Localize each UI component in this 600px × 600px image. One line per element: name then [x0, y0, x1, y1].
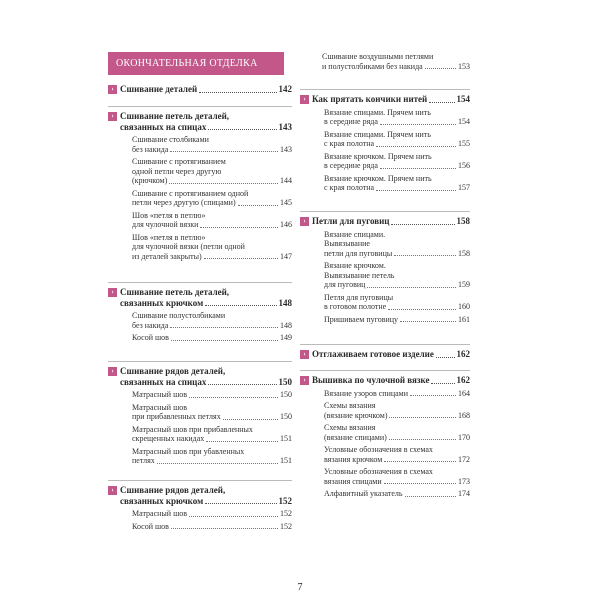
toc-subentry[interactable] [322, 52, 470, 71]
toc-subentry[interactable] [132, 311, 292, 330]
toc-page-number: 155 [458, 139, 470, 148]
toc-entry-text: Вышивка по чулочной вязке [312, 375, 430, 385]
toc-entry-text: Сшивание воздушными петлями [322, 52, 434, 61]
toc-entry-text: Сшивание столбиками [132, 135, 209, 144]
toc-subentry[interactable] [132, 233, 292, 262]
dot-leader [189, 516, 278, 517]
toc-subentry[interactable] [132, 135, 292, 154]
page-number: 7 [297, 582, 303, 593]
toc-section[interactable] [300, 349, 470, 360]
toc-page-number: 157 [458, 183, 470, 192]
dot-leader [170, 151, 278, 152]
toc-entry-text: Шов «петля в петлю» [132, 232, 206, 242]
chevron-right-icon: › [108, 367, 117, 376]
toc-page-number: 161 [458, 314, 470, 324]
toc-entry-text: Сшивание полустолбиками [132, 311, 226, 320]
section-divider [108, 361, 292, 362]
toc-entry-text: Сшивание рядов деталей, [120, 366, 226, 376]
dot-leader [429, 102, 454, 103]
toc-entry-text: в середине ряда [324, 161, 378, 170]
toc-entry-text: Вязание крючком. [324, 261, 386, 270]
toc-section-heading[interactable] [108, 84, 292, 95]
toc-page-number: 145 [280, 198, 292, 207]
toc-entry-text: при прибавленных петлях [132, 412, 221, 421]
toc-page-number: 156 [458, 161, 470, 170]
toc-entry-text: петли для пуговицы [324, 248, 393, 258]
dot-leader [436, 357, 455, 358]
toc-entry-text: Косой шов [132, 333, 169, 342]
toc-subentry[interactable] [132, 403, 292, 422]
section-divider [108, 282, 292, 283]
toc-page-number: 158 [456, 216, 470, 226]
toc-page-number: 162 [456, 375, 470, 385]
toc-entry-text: Сшивание деталей [120, 84, 198, 94]
toc-entry-text: Как прятать кончики нитей [312, 94, 428, 104]
section-divider [300, 344, 470, 345]
section-divider [108, 480, 292, 481]
toc-entry-text: Вывязывание петель [324, 270, 395, 280]
toc-entry-text: одной петли через другую [132, 166, 222, 176]
toc-entry-text: без накида [132, 144, 169, 154]
toc-entry-text: связанных на спицах [120, 121, 207, 132]
toc-subentry[interactable] [132, 189, 292, 208]
chevron-right-icon: › [108, 288, 117, 297]
dot-leader [206, 441, 278, 442]
toc-entry-text: Пришиваем пуговицу [324, 314, 399, 324]
chevron-right-icon: › [300, 95, 309, 104]
toc-subentry[interactable] [324, 152, 470, 171]
toc-subentry[interactable] [324, 489, 470, 499]
toc-entry-text: Шов «петля в петлю» [132, 210, 206, 220]
toc-section-heading[interactable] [108, 111, 292, 132]
toc-section[interactable] [108, 111, 292, 264]
toc-page-number: 147 [280, 251, 292, 261]
toc-entry-text: Матрасный шов [132, 402, 188, 412]
toc-page-number: 159 [458, 280, 470, 289]
toc-subentry[interactable] [324, 230, 470, 259]
dot-leader [376, 146, 456, 147]
toc-entry-text: вязания спицами [324, 476, 382, 486]
toc-page-number: 168 [458, 410, 470, 420]
toc-subentry[interactable] [132, 425, 292, 444]
toc-page-number: 143 [278, 121, 292, 132]
toc-page-number: 150 [280, 412, 292, 421]
toc-page-number: 160 [458, 302, 470, 311]
dot-leader [157, 463, 278, 464]
toc-entry-text: (вязание спицами) [324, 432, 387, 442]
dot-leader [389, 439, 456, 440]
toc-page-number: 151 [280, 456, 292, 465]
dot-leader [394, 255, 456, 256]
dot-leader [388, 309, 456, 310]
toc-entry-text: Вязание спицами. Прячем нить [324, 107, 431, 117]
toc-entry-text: в готовом полотне [324, 302, 387, 311]
toc-entry-text: Петли для пуговиц [312, 216, 390, 226]
dot-leader [169, 183, 278, 184]
toc-entry-text: для чулочной вязки (петли одной [132, 242, 245, 251]
toc-page-number: 144 [280, 176, 292, 185]
section-divider [300, 370, 470, 371]
toc-page-number: 172 [458, 454, 470, 464]
toc-page-number: 173 [458, 476, 470, 486]
toc-subentry[interactable] [324, 445, 470, 464]
toc-section[interactable] [108, 287, 292, 346]
toc-page-number: 170 [458, 432, 470, 442]
toc-entry-text: Матрасный шов [132, 509, 188, 518]
toc-entry-text: для чулочной вязки [132, 220, 199, 229]
toc-entry-text: Сшивание рядов деталей, [120, 485, 226, 495]
toc-section-heading[interactable] [300, 216, 470, 227]
dot-leader [205, 305, 276, 306]
dot-leader [208, 384, 276, 385]
toc-subentry[interactable] [132, 211, 292, 230]
toc-entry-text: (вязание крючком) [324, 410, 388, 420]
dot-leader [431, 383, 454, 384]
dot-leader [376, 190, 456, 191]
toc-entry-text: с края полотна [324, 183, 375, 192]
toc-subentry[interactable] [132, 522, 292, 532]
toc-entry-text: Сшивание петель деталей, [120, 287, 230, 297]
toc-subentry[interactable] [324, 261, 470, 290]
toc-page-number: 153 [458, 61, 470, 71]
toc-section[interactable] [300, 94, 470, 196]
toc-entry-text: Косой шов [132, 521, 169, 531]
toc-subentry[interactable] [324, 108, 470, 127]
dot-leader [170, 327, 278, 328]
toc-page-number: 152 [278, 495, 292, 506]
toc-subentry[interactable] [324, 174, 470, 193]
toc-subentry[interactable] [324, 423, 470, 442]
toc-page-number: 150 [280, 390, 292, 399]
toc-entry-text: Матрасный шов [132, 390, 188, 399]
chevron-right-icon: › [108, 112, 117, 121]
dot-leader [380, 124, 456, 125]
toc-entry-text: скрещенных накидах [132, 434, 205, 443]
dot-leader [171, 528, 278, 529]
dot-leader [238, 205, 278, 206]
chevron-right-icon: › [108, 486, 117, 495]
dot-leader [405, 496, 456, 497]
toc-subentry[interactable] [132, 157, 292, 186]
dot-leader [189, 397, 278, 398]
toc-entry-text: связанных на спицах [120, 376, 207, 387]
toc-entry-text: вязания крючком [324, 454, 383, 464]
toc-subentry[interactable] [132, 509, 292, 519]
toc-subentry[interactable] [324, 315, 470, 325]
toc-subentry[interactable] [324, 130, 470, 149]
toc-page-number: 162 [456, 349, 470, 359]
toc-entry-text: Вывязывание [324, 239, 370, 248]
dot-leader [208, 129, 276, 130]
chevron-right-icon: › [300, 217, 309, 226]
toc-entry-text: Вязание спицами. Прячем нить [324, 129, 431, 139]
toc-section-heading[interactable] [300, 349, 470, 360]
toc-entry-text: Схемы вязания [324, 423, 376, 432]
toc-entry-text: из деталей закрыты) [132, 251, 202, 261]
dot-leader [389, 417, 456, 418]
toc-entry-text: для пуговиц [324, 280, 366, 289]
toc-entry-text: Схемы вязания [324, 401, 376, 410]
section-divider [300, 89, 470, 90]
toc-page-number: 154 [456, 94, 470, 104]
dot-leader [204, 258, 278, 259]
toc-page-number: 152 [280, 509, 292, 518]
toc-page-number: 148 [278, 297, 292, 308]
dot-leader [384, 461, 456, 462]
toc-section-heading[interactable] [108, 287, 292, 308]
toc-subentry[interactable] [132, 447, 292, 466]
dot-leader [223, 419, 278, 420]
toc-entry-text: связанных крючком [120, 495, 204, 506]
toc-entry-text: Вязание крючком. Прячем нить [324, 173, 432, 183]
toc-section-heading[interactable] [108, 485, 292, 506]
toc-entry-text: Сшивание с протягиванием одной [132, 188, 249, 198]
toc-section-heading[interactable] [300, 375, 470, 386]
toc-section[interactable] [108, 485, 292, 534]
toc-section[interactable] [108, 84, 292, 95]
section-divider [108, 106, 292, 107]
toc-section-heading[interactable] [300, 94, 470, 105]
toc-page-number: 151 [280, 434, 292, 443]
toc-entry-text: Отглаживаем готовое изделие [312, 349, 434, 359]
toc-entry-text: и полустолбиками без накида [322, 61, 423, 71]
toc-entry-text: Матрасный шов при прибавленных [132, 424, 253, 434]
dot-leader [391, 224, 454, 225]
toc-page-number: 174 [458, 489, 470, 498]
toc-entry-text: без накида [132, 320, 169, 330]
toc-entry-text: петлях [132, 456, 155, 465]
dot-leader [199, 92, 276, 93]
toc-entry-text: Алфавитный указатель [324, 489, 403, 498]
dot-leader [171, 340, 278, 341]
toc-entry-text: Вязание узоров спицами [324, 388, 409, 398]
dot-leader [384, 483, 456, 484]
toc-subentry[interactable] [324, 401, 470, 420]
toc-page-number: 158 [458, 248, 470, 258]
toc-entry-text: Петля для пуговицы [324, 292, 394, 302]
toc-entry-text: Сшивание петель деталей, [120, 111, 230, 121]
toc-subentry[interactable] [132, 390, 292, 400]
toc-section[interactable] [300, 216, 470, 327]
toc-page-number: 143 [280, 144, 292, 154]
toc-entry-text: связанных крючком [120, 297, 204, 308]
dot-leader [380, 168, 456, 169]
toc-section[interactable] [300, 52, 470, 74]
toc-page-number: 154 [458, 117, 470, 126]
toc-entry-text: в середине ряда [324, 117, 378, 126]
toc-page-number: 149 [280, 333, 292, 342]
toc-page-number: 150 [278, 376, 292, 387]
toc-entry-text: с края полотна [324, 139, 375, 148]
toc-subentry[interactable] [324, 293, 470, 312]
dot-leader [205, 503, 276, 504]
toc-page-number: 146 [280, 220, 292, 229]
chevron-right-icon: › [108, 85, 117, 94]
toc-entry-text: Матрасный шов при убавленных [132, 446, 245, 456]
toc-entry-text: Условные обозначения в схемах [324, 467, 433, 476]
chevron-right-icon: › [300, 376, 309, 385]
toc-page-number: 148 [280, 320, 292, 330]
toc-entry-text: Вязание спицами. [324, 229, 386, 239]
toc-subentry[interactable] [324, 467, 470, 486]
toc-section[interactable] [108, 366, 292, 469]
dot-leader [410, 395, 456, 396]
toc-section-heading[interactable] [108, 366, 292, 387]
section-divider [300, 211, 470, 212]
toc-subentry[interactable] [324, 389, 470, 399]
toc-section[interactable] [300, 375, 470, 502]
toc-entry-text: (крючком) [132, 176, 168, 185]
chevron-right-icon: › [300, 350, 309, 359]
toc-page-number: 142 [278, 84, 292, 94]
dot-leader [425, 68, 456, 69]
dot-leader [400, 321, 456, 322]
section-banner: ОКОНЧАТЕЛЬНАЯ ОТДЕЛКА [108, 52, 284, 75]
toc-entry-text: Сшивание с протягиванием [132, 157, 226, 166]
toc-subentry[interactable] [132, 333, 292, 343]
toc-entry-text: Вязание крючком. Прячем нить [324, 151, 432, 161]
toc-entry-text: Условные обозначения в схемах [324, 445, 433, 454]
toc-entry-text: петли через другую (спицами) [132, 198, 236, 207]
toc-page-number: 164 [458, 388, 470, 398]
dot-leader [200, 227, 278, 228]
dot-leader [367, 287, 456, 288]
toc-page-number: 152 [280, 521, 292, 531]
